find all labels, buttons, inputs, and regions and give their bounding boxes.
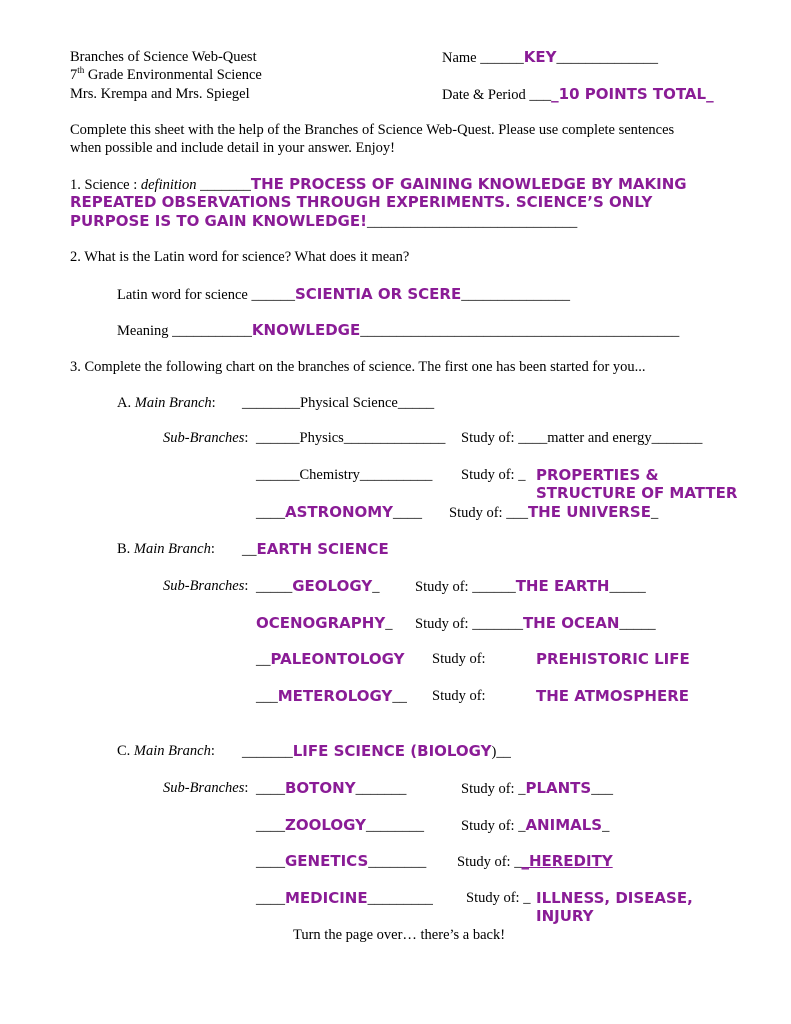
main-branch-label: Main Branch (133, 541, 211, 557)
study-of-label: Study of: (449, 505, 503, 521)
geology-pre: _____ (256, 579, 293, 595)
physics-study-value: ____matter and energy_______ (518, 430, 703, 446)
name-blank: ______________ (556, 50, 658, 66)
paleontology-study-answer: PREHISTORIC LIFE (536, 650, 690, 668)
b-oceanography (256, 614, 392, 633)
b-meteorology (256, 687, 407, 706)
astronomy-post: ____ (393, 505, 423, 521)
meaning-trail: ____________________________________________ (360, 323, 680, 339)
q2-meaning-row (117, 321, 679, 340)
geology-answer: GEOLOGY (292, 577, 373, 595)
c-main-pre: _______ (242, 744, 293, 760)
latin-label: Latin word for science ______ (117, 287, 295, 303)
grade-number: 7 (70, 67, 78, 83)
sub-branches-label: Sub-Branches (163, 430, 245, 446)
a-chemistry: ______Chemistry__________ (256, 467, 433, 483)
main-branch-label: Main Branch (134, 395, 212, 411)
meaning-label: Meaning ___________ (117, 323, 252, 339)
sub-branches-label: Sub-Branches (163, 780, 245, 796)
q1-definition-word: definition (140, 177, 197, 193)
study-of-label: Study of: (415, 579, 469, 595)
zoology-pre: ____ (256, 818, 285, 834)
q1-prefix: 1. Science : (70, 177, 141, 193)
b-geology-study (415, 577, 646, 596)
botany-pre: ____ (256, 781, 285, 797)
name-answer: KEY (523, 48, 557, 66)
study-of-label: Study of: (457, 854, 511, 870)
c-genetics (256, 852, 426, 871)
latin-answer: SCIENTIA OR SCERE (294, 285, 462, 303)
b-oceanography-study (415, 614, 656, 633)
q1-line-3 (70, 212, 577, 231)
a-letter: A. (117, 395, 132, 411)
q2-latin-row (117, 285, 570, 304)
genetics-answer: GENETICS (285, 852, 369, 870)
genetics-pre: ____ (256, 854, 285, 870)
study-of-label: Study of: (461, 430, 515, 446)
main-branch-label: Main Branch (133, 743, 211, 759)
a-main-value: ________Physical Science_____ (242, 395, 435, 411)
instructions-line-2: when possible and include detail in your answer. Enjoy! (70, 140, 395, 156)
b-main-pre: __ (242, 542, 257, 558)
astronomy-pre: ____ (256, 505, 285, 521)
b-sub-label: Sub-Branches: (163, 578, 249, 594)
q1-answer-line-1: THE PROCESS OF GAINING KNOWLEDGE BY MAKING (250, 175, 687, 193)
zoology-answer: ZOOLOGY (285, 816, 366, 834)
zoology-study-pre: _ (518, 818, 526, 834)
geology-study-answer: THE EARTH (515, 577, 610, 595)
study-of-label: Study of: (466, 890, 520, 906)
astronomy-answer: ASTRONOMY (285, 503, 394, 521)
sub-branches-label: Sub-Branches (163, 578, 245, 594)
genetics-post: ________ (368, 854, 427, 870)
date-answer: _10 POINTS TOTAL_ (551, 85, 714, 103)
chemistry-study-blank: _ (518, 467, 526, 483)
b-paleontology-study-label: Study of: (432, 651, 486, 667)
b-paleontology (256, 650, 404, 669)
a-chemistry-study (461, 466, 525, 484)
geology-study-post: _____ (609, 579, 646, 595)
a-physics-study (461, 429, 702, 447)
geology-study-pre: ______ (472, 579, 516, 595)
q1-trail: _____________________________ (366, 214, 578, 230)
medicine-answer: MEDICINE (285, 889, 368, 907)
astronomy-study-answer: THE UNIVERSE (527, 503, 651, 521)
meaning-answer: KNOWLEDGE (251, 321, 361, 339)
oceanography-answer: OCENOGRAPHY (256, 614, 386, 632)
medicine-post: _________ (367, 891, 433, 907)
botany-post: _______ (355, 781, 407, 797)
geology-post: _ (372, 579, 380, 595)
medicine-study-line-2: INJURY (536, 907, 594, 925)
study-of-label: Study of: (461, 818, 515, 834)
c-main-answer: LIFE SCIENCE (BIOLOGY (292, 742, 492, 760)
botany-answer: BOTONY (285, 779, 356, 797)
oceanography-post: _ (385, 616, 393, 632)
botany-study-post: ___ (591, 781, 613, 797)
oceanography-study-post: _____ (619, 616, 656, 632)
q2-question: 2. What is the Latin word for science? What does it mean? (70, 249, 410, 265)
date-label: Date & Period ___ (442, 87, 552, 103)
botany-study-answer: PLANTS (525, 779, 592, 797)
paleontology-pre: __ (256, 652, 271, 668)
genetics-study-pre: _ (514, 854, 522, 870)
a-main-branch: A. Main Branch: (117, 395, 216, 411)
a-astronomy-study (449, 503, 658, 522)
teachers: Mrs. Krempa and Mrs. Spiegel (70, 86, 250, 102)
medicine-study-pre: _ (523, 890, 531, 906)
oceanography-study-answer: THE OCEAN (522, 614, 620, 632)
meteorology-answer: METEROLOGY (277, 687, 393, 705)
b-main-answer: EARTH SCIENCE (256, 540, 389, 558)
b-geology (256, 577, 379, 596)
c-letter: C. (117, 743, 131, 759)
meteorology-study-answer: THE ATMOSPHERE (536, 687, 690, 705)
instructions-line-1: Complete this sheet with the help of the Branches of Science Web-Quest. Please use complete sentences (70, 122, 675, 138)
c-medicine (256, 889, 433, 908)
c-botany (256, 779, 406, 798)
oceanography-study-pre: _______ (472, 616, 523, 632)
a-physics: ______Physics______________ (256, 430, 446, 446)
b-main-value (242, 540, 389, 559)
q1-line-1 (70, 175, 687, 194)
a-sub-label: Sub-Branches: (163, 430, 249, 446)
c-main-value (242, 742, 511, 761)
c-main-branch: C. Main Branch: (117, 743, 215, 759)
q1-answer-line-3: PURPOSE IS TO GAIN KNOWLEDGE! (70, 212, 367, 230)
zoology-study-post: _ (602, 818, 610, 834)
footer-note: Turn the page over… there’s a back! (293, 927, 506, 943)
study-of-label: Study of: (461, 781, 515, 797)
meteorology-pre: ___ (256, 689, 278, 705)
worksheet-title: Branches of Science Web-Quest (70, 49, 257, 65)
b-letter: B. (117, 541, 131, 557)
name-field (442, 48, 658, 67)
c-genetics-study (457, 852, 613, 871)
q3-question: 3. Complete the following chart on the branches of science. The first one has been started for you... (70, 359, 646, 375)
paleontology-answer: PALEONTOLOGY (270, 650, 405, 668)
study-of-label: Study of: (415, 616, 469, 632)
meteorology-post: __ (392, 689, 407, 705)
chemistry-study-line-1: PROPERTIES & (536, 466, 659, 484)
astronomy-study-post: _ (650, 505, 659, 521)
study-of-label: Study of: (461, 467, 515, 483)
astronomy-study-pre: ___ (506, 505, 528, 521)
c-zoology-study (461, 816, 609, 835)
date-period-field (442, 85, 714, 104)
q1-answer-line-2: REPEATED OBSERVATIONS THROUGH EXPERIMENTS. SCIENCE’S ONLY (70, 193, 653, 211)
zoology-study-answer: ANIMALS (525, 816, 603, 834)
q1-blank: _______ (196, 177, 251, 193)
b-main-branch: B. Main Branch: (117, 541, 215, 557)
medicine-study-line-1: ILLNESS, DISEASE, (536, 889, 693, 907)
name-label: Name ______ (442, 50, 524, 66)
c-sub-label: Sub-Branches: (163, 780, 249, 796)
medicine-pre: ____ (256, 891, 285, 907)
c-medicine-study (466, 889, 530, 907)
grade-suffix: th (77, 65, 85, 76)
genetics-study-answer: _HEREDITY (521, 852, 613, 870)
grade-course: Grade Environmental Science (84, 67, 262, 83)
class-name (70, 66, 262, 84)
chemistry-study-line-2: STRUCTURE OF MATTER (536, 484, 738, 502)
b-meteorology-study-label: Study of: (432, 688, 486, 704)
a-astronomy (256, 503, 422, 522)
c-botany-study (461, 779, 613, 798)
botany-study-pre: _ (518, 781, 526, 797)
latin-trail: _______________ (461, 287, 570, 303)
c-main-post: )__ (491, 744, 511, 760)
zoology-post: ________ (366, 818, 424, 834)
c-zoology (256, 816, 424, 835)
